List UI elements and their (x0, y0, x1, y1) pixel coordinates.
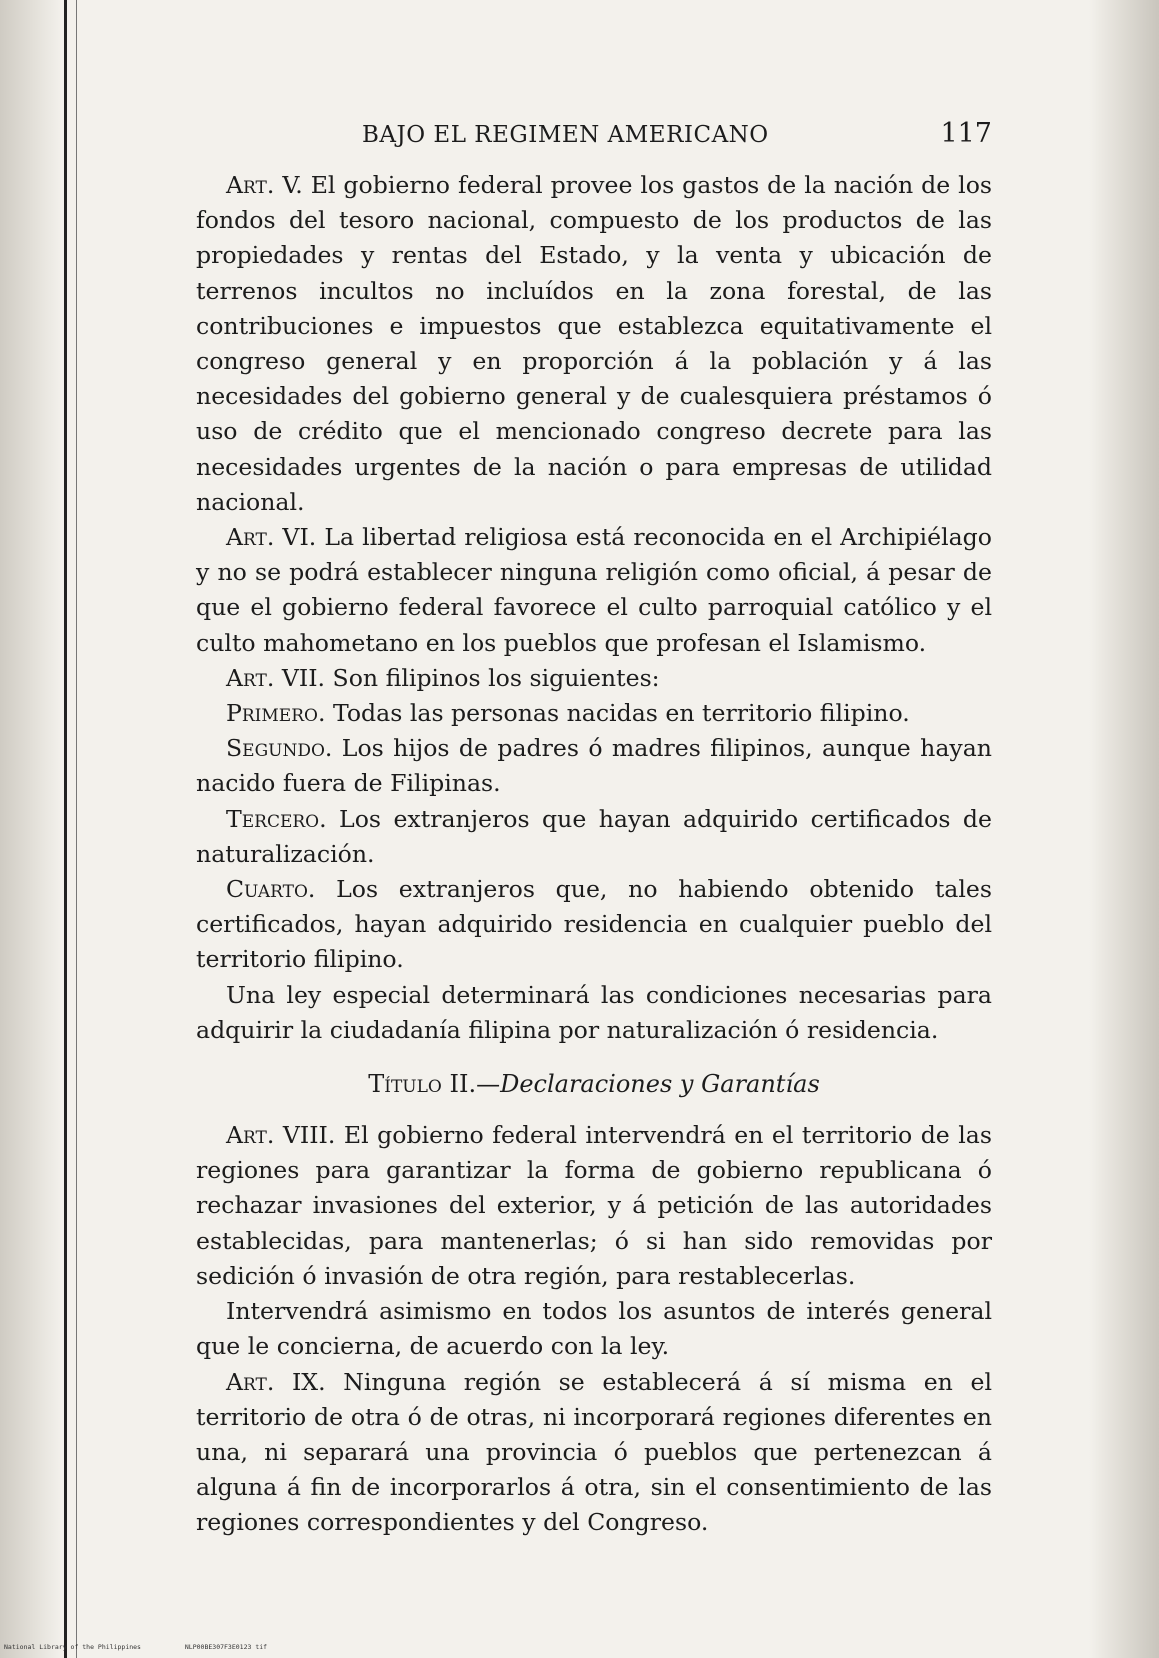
article-text: La libertad religiosa está reconocida en el Archipiélago y no se podrá establecer ninguna religión como oficial, á pesar de que el gobierno federal favorece el culto parroquial católico y el culto mahometano en los pueblos que profesan el Islamismo. (196, 523, 992, 657)
clause-label: Segundo. (226, 734, 333, 763)
clause-text: Los extranjeros que hayan adquirido certificados de naturalización. (196, 804, 992, 868)
clause-tercero (196, 802, 992, 872)
clause-label: Primero. (226, 699, 326, 728)
article-label: Art. V. (226, 171, 303, 199)
article-5 (196, 168, 992, 520)
article-text: El gobierno federal intervendrá en el territorio de las regiones para garantizar la forma de gobierno republicana ó rechazar invasiones del exterior, y á petición de las autoridades establecidas, para mantenerlas; ó si han sido removidas por sedición ó invasión de otra región, para restablecerlas. (196, 1121, 992, 1290)
clause-segundo (196, 731, 992, 801)
clause-text: Los extranjeros que, no habiendo obtenido tales certificados, hayan adquirido residencia en cualquier pueblo del territorio filipino. (196, 875, 992, 974)
article-text: El gobierno federal provee los gastos de la nación de los fondos del tesoro nacional, compuesto de los productos de las propiedades y rentas del Estado, y la venta y ubicación de terrenos incultos no incluídos en la zona forestal, de las contribuciones e impuestos que establezca equitativamente el congreso general y en proporción á la población y á las necesidades del gobierno general y de cualesquiera préstamos ó uso de crédito que el mencionado congreso decrete para las necesidades urgentes de la nación o para empresas de utilidad nacional. (196, 171, 993, 516)
special-law-paragraph (196, 978, 992, 1048)
running-head (196, 116, 992, 156)
clause-primero (196, 696, 992, 731)
clause-text: Los hijos de padres ó madres filipinos, aunque hayan nacido fuera de Filipinas. (196, 734, 992, 798)
book-page (196, 116, 992, 1541)
article-7 (196, 661, 992, 696)
binding-line-thin (76, 0, 77, 1658)
article-8 (196, 1118, 992, 1294)
section-title (196, 1066, 992, 1102)
section-dash: — (476, 1070, 501, 1099)
scan-edge-right (1089, 0, 1159, 1658)
paragraph-text: Intervendrá asimismo en todos los asuntos de interés general que le concierna, de acuerdo con la ley. (196, 1297, 992, 1361)
scan-footer (4, 1643, 267, 1651)
footer-library: National Library of the Philippines (4, 1643, 141, 1651)
section-label: Título II. (368, 1070, 477, 1099)
article-6 (196, 520, 992, 661)
footer-file-id: NLP00BE307F3E0123 tif (184, 1643, 268, 1651)
clause-text: Todas las personas nacidas en territorio filipino. (325, 699, 910, 728)
clause-label: Tercero. (226, 804, 327, 833)
article-text: Ninguna región se establecerá á sí misma en el territorio de otra ó de otras, ni incorporará regiones diferentes en una, ni separará una provincia ó pueblos que pertenezcan á alguna á fin de incorporarlos á otra, sin el consentimiento de las regiones correspondientes y del Congreso. (196, 1367, 992, 1537)
clause-label: Cuarto. (226, 875, 316, 904)
article-label: Art. VIII. (226, 1121, 336, 1150)
scan-edge-left (0, 0, 62, 1658)
article-label: Art. VI. (226, 523, 317, 552)
binding-line (64, 0, 67, 1658)
page-number: 117 (940, 118, 992, 149)
section-subtitle: Declaraciones y Garantías (500, 1070, 820, 1099)
running-title: BAJO EL REGIMEN AMERICANO (362, 122, 769, 148)
paragraph-text: Una ley especial determinará las condiciones necesarias para adquirir la ciudadanía filipina por naturalización ó residencia. (196, 980, 992, 1044)
intervention-paragraph (196, 1294, 992, 1364)
article-9 (196, 1365, 992, 1541)
clause-cuarto (196, 872, 992, 978)
article-label: Art. VII. (226, 663, 326, 692)
article-label: Art. IX. (226, 1367, 326, 1396)
article-text: Son filipinos los siguientes: (325, 663, 660, 692)
